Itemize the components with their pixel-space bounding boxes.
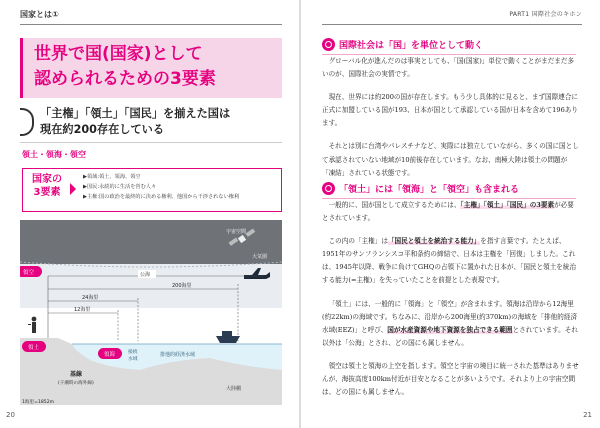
title-accent-bar [20, 38, 23, 98]
body-paragraph [322, 140, 580, 179]
text-run: グローバル化が進んだのは事実としても、「国(国家)」単位で動くことがまだまだ多いのが、国際社会の実情です。 [322, 57, 575, 79]
requirement-item: ▶領域:領土、領海、領空 [83, 174, 141, 180]
arrow-right-icon [70, 183, 76, 195]
nautical-mile-note: 1海里=1852m [22, 400, 55, 405]
section-heading-text: 国際社会は「国」を単位として動く [339, 41, 484, 51]
highlighted-text: 「国民と領土を統治する能力」 [387, 237, 481, 246]
globe-icon [322, 182, 335, 195]
requirement-item: ▶主権:国の政治を最終的に決める権利、他国から干渉されない権利 [83, 194, 240, 200]
section-body [322, 199, 580, 399]
body-paragraph [322, 199, 580, 225]
nm12-label: 12海里 [74, 307, 91, 313]
subtitle-marker [20, 108, 34, 136]
page-title: 世界で国(国家)として 認められるための3要素 [34, 44, 216, 89]
continental-shelf-label: 大陸棚 [226, 386, 242, 392]
body-paragraph [322, 55, 580, 81]
requirements-title: 国家の 3要素 [32, 174, 62, 198]
requirement-item: ▶国民:永続的に生活を営む人々 [83, 184, 157, 190]
territorial-sea-label: 領海 [104, 352, 116, 358]
right-page-header: PART1 国際社会のキホン [509, 11, 582, 18]
section-body [322, 55, 580, 180]
page-subtitle: 「主権」「領土」「国民」を揃えた国は 現在約200存在している [40, 107, 231, 136]
high-seas-label: 公海 [140, 272, 151, 278]
body-paragraph [322, 91, 580, 130]
section-heading-text: 「領土」には「領海」と「領空」も含まれる [339, 185, 520, 195]
text-run: とされています。それ以外は「公海」とされ、どの国にも属しません。 [322, 325, 578, 347]
requirements-list [83, 172, 277, 202]
body-paragraph [322, 360, 580, 399]
atmosphere-label: 大気圏 [252, 254, 268, 260]
body-paragraph [322, 298, 580, 350]
right-header-rule [322, 24, 582, 25]
text-run: 現在、世界には約200の国が存在します。もう少し具体的に見ると、まず国際連合に正式に加盟している国が193、日本が国として承認している国が日本を含めて196あります。 [322, 93, 579, 128]
text-run: 一般的に、国が国として成立するためには、 [328, 201, 461, 209]
text-run: 領空は領土と領海の上空を指します。領空と宇宙の境目に統一された基準はありませんが、海抜高度100km付近が目安となることが多いようです。それより上の宇宙空間は、どの国にも属しません。 [322, 361, 579, 397]
baseline-note: (干潮時の海外線) [58, 381, 94, 386]
ship-icon [216, 331, 240, 343]
airspace-label: 領空 [23, 270, 35, 276]
space-label: 宇宙空間 [226, 229, 247, 235]
subtitle-rule [20, 142, 282, 143]
requirements-card [22, 168, 282, 212]
text-run: が必要とされています。 [322, 201, 574, 223]
globe-icon [322, 38, 335, 51]
left-page-number: 20 [6, 411, 15, 419]
person-icon [28, 317, 36, 333]
contiguous-zone-label-2: 水域 [128, 357, 138, 362]
right-page-number: 21 [583, 411, 592, 419]
text-run: 「領土」には、一般的に「領海」と「領空」が含まれます。領海は沿岸から12海里(約22km)の海域です。ちなみに、沿岸から200海里(約370km)の海域を「排他的経済水域(EEZ)」と呼び、 [322, 299, 578, 334]
left-header-rule [20, 24, 282, 25]
contiguous-zone-label-1: 接続 [128, 350, 138, 355]
nm200-label: 200海里 [172, 283, 192, 289]
baseline-label: 基線 [70, 371, 83, 378]
text-run: それとは別に台湾やパレスチナなど、実際には独立していながら、多くの国に国として承認されていない地域が10前後存在しています。なお、南極大陸は領土の問題が「凍結」されている状態です。 [322, 142, 579, 177]
body-paragraph [322, 235, 580, 287]
highlighted-text: 国が水産資源や地下資源を独占できる範囲 [387, 325, 513, 334]
left-page-header: 国家とは① [20, 10, 59, 19]
territory-diagram [20, 220, 282, 405]
text-run: この内の「主権」は [328, 237, 388, 246]
highlighted-text: 「主権」「領土」「国民」の3要素 [460, 201, 555, 209]
eez-label: 排他的経済水域 [160, 352, 196, 358]
nm24-label: 24海里 [82, 295, 99, 301]
section-label: 領土・領海・領空 [22, 150, 86, 159]
text-run: を指す言葉です。たとえば、1951年のサンフランシスコ平和条約の締結で、日本は主権を「回復」しました。これは、1945年以降、戦争に負けてGHQの占領下に置かれた日本が、「国民と領土を統治する能力(=主権)」を失っていたことを前提とした表現です。 [322, 237, 577, 285]
right-page [300, 0, 600, 428]
land-label: 領土 [28, 345, 40, 351]
